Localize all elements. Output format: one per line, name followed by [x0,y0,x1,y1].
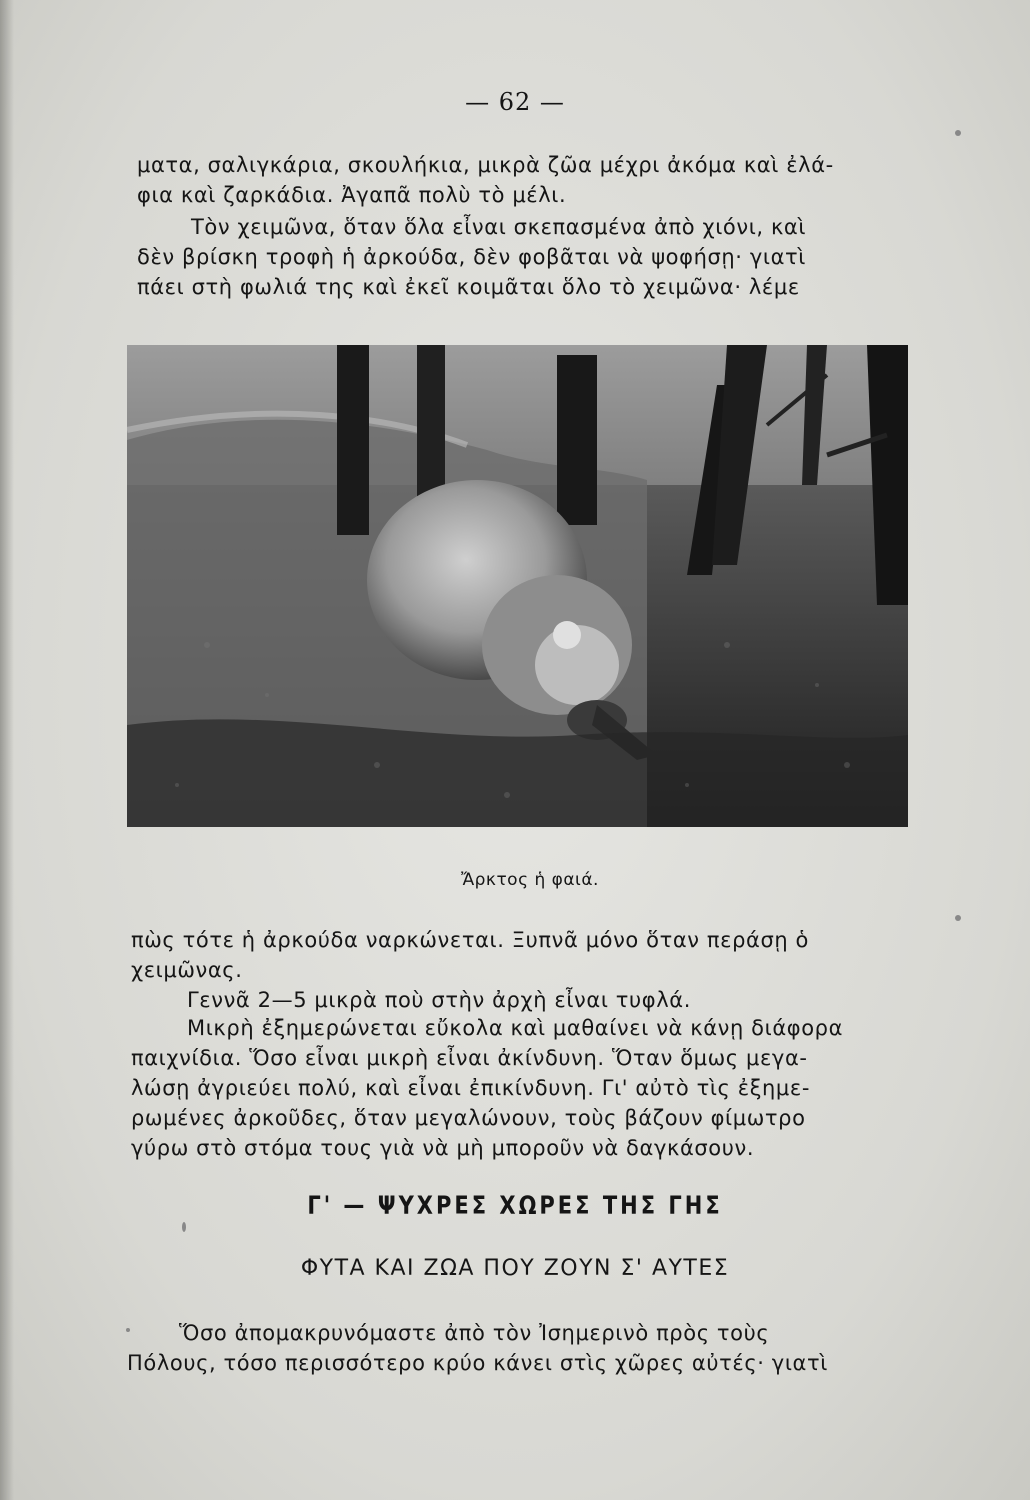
bear-photo [127,345,908,827]
text-line: δὲν βρίσκη τροφὴ ἡ ἀρκούδα, δὲν φοβᾶται νὰ ψοφήσῃ· γιατὶ [137,245,806,269]
section-title: Γ' — ΨΥΧΡΕΣ ΧΩΡΕΣ ΤΗΣ ΓΗΣ [307,1190,723,1220]
text-line: χειμῶνας. [131,958,243,982]
page-number: — 62 — [465,88,565,116]
text-line: φια καὶ ζαρκάδια. Ἀγαπᾶ πολὺ τὸ μέλι. [137,183,567,207]
text-line: ματα, σαλιγκάρια, σκουλήκια, μικρὰ ζῶα μέχρι ἀκόμα καὶ ἐλά- [137,153,834,177]
paragraph-5 [131,1013,906,1163]
figure-caption: Ἄρκτος ἡ φαιά. [461,870,599,890]
text-line: Πόλους, τόσο περισσότερο κρύο κάνει στὶς χῶρες αὐτές· γιατὶ [127,1351,828,1375]
text-line: πὼς τότε ἡ ἀρκούδα ναρκώνεται. Ξυπνᾶ μόνο ὅταν περάσῃ ὁ [131,928,810,952]
section-subtitle: ΦΥΤΑ ΚΑΙ ΖΩΑ ΠΟΥ ΖΟΥΝ Σ' ΑΥΤΕΣ [300,1256,730,1281]
paragraph-1 [137,150,915,210]
paragraph-6 [127,1318,905,1378]
text-line: Ὅσο ἀπομακρυνόμαστε ἀπὸ τὸν Ἰσημερινὸ πρὸς τοὺς [179,1321,770,1345]
text-line: παιχνίδια. Ὅσο εἶναι μικρὴ εἶναι ἀκίνδυνη. Ὅταν ὅμως μεγα- [131,1046,808,1070]
paragraph-3 [131,925,906,985]
text-line: Μικρὴ ἐξημερώνεται εὔκολα καὶ μαθαίνει νὰ κάνῃ διάφορα [187,1016,844,1040]
bear-photo-drawing [127,345,908,827]
paragraph-2 [137,212,915,302]
paper-speck [126,1328,130,1332]
text-line: Γεννᾶ 2—5 μικρὰ ποὺ στὴν ἀρχὴ εἶναι τυφλά. [187,988,691,1012]
paper-speck [182,1222,186,1232]
text-line: λώσῃ ἀγριεύει πολύ, καὶ εἶναι ἐπικίνδυνη. Γι' αὐτὸ τὶς ἐξημε- [131,1076,811,1100]
paper-speck [955,130,961,136]
text-line: πάει στὴ φωλιά της καὶ ἐκεῖ κοιμᾶται ὅλο τὸ χειμῶνα· λέμε [137,275,800,299]
paragraph-4 [131,985,906,1015]
text-line: ρωμένες ἀρκοῦδες, ὅταν μεγαλώνουν, τοὺς βάζουν φίμωτρο [131,1106,806,1130]
paper-speck [955,915,961,921]
text-line: Τὸν χειμῶνα, ὅταν ὅλα εἶναι σκεπασμένα ἀπὸ χιόνι, καὶ [191,215,807,239]
text-line: γύρω στὸ στόμα τους γιὰ νὰ μὴ μποροῦν νὰ δαγκάσουν. [131,1136,755,1160]
